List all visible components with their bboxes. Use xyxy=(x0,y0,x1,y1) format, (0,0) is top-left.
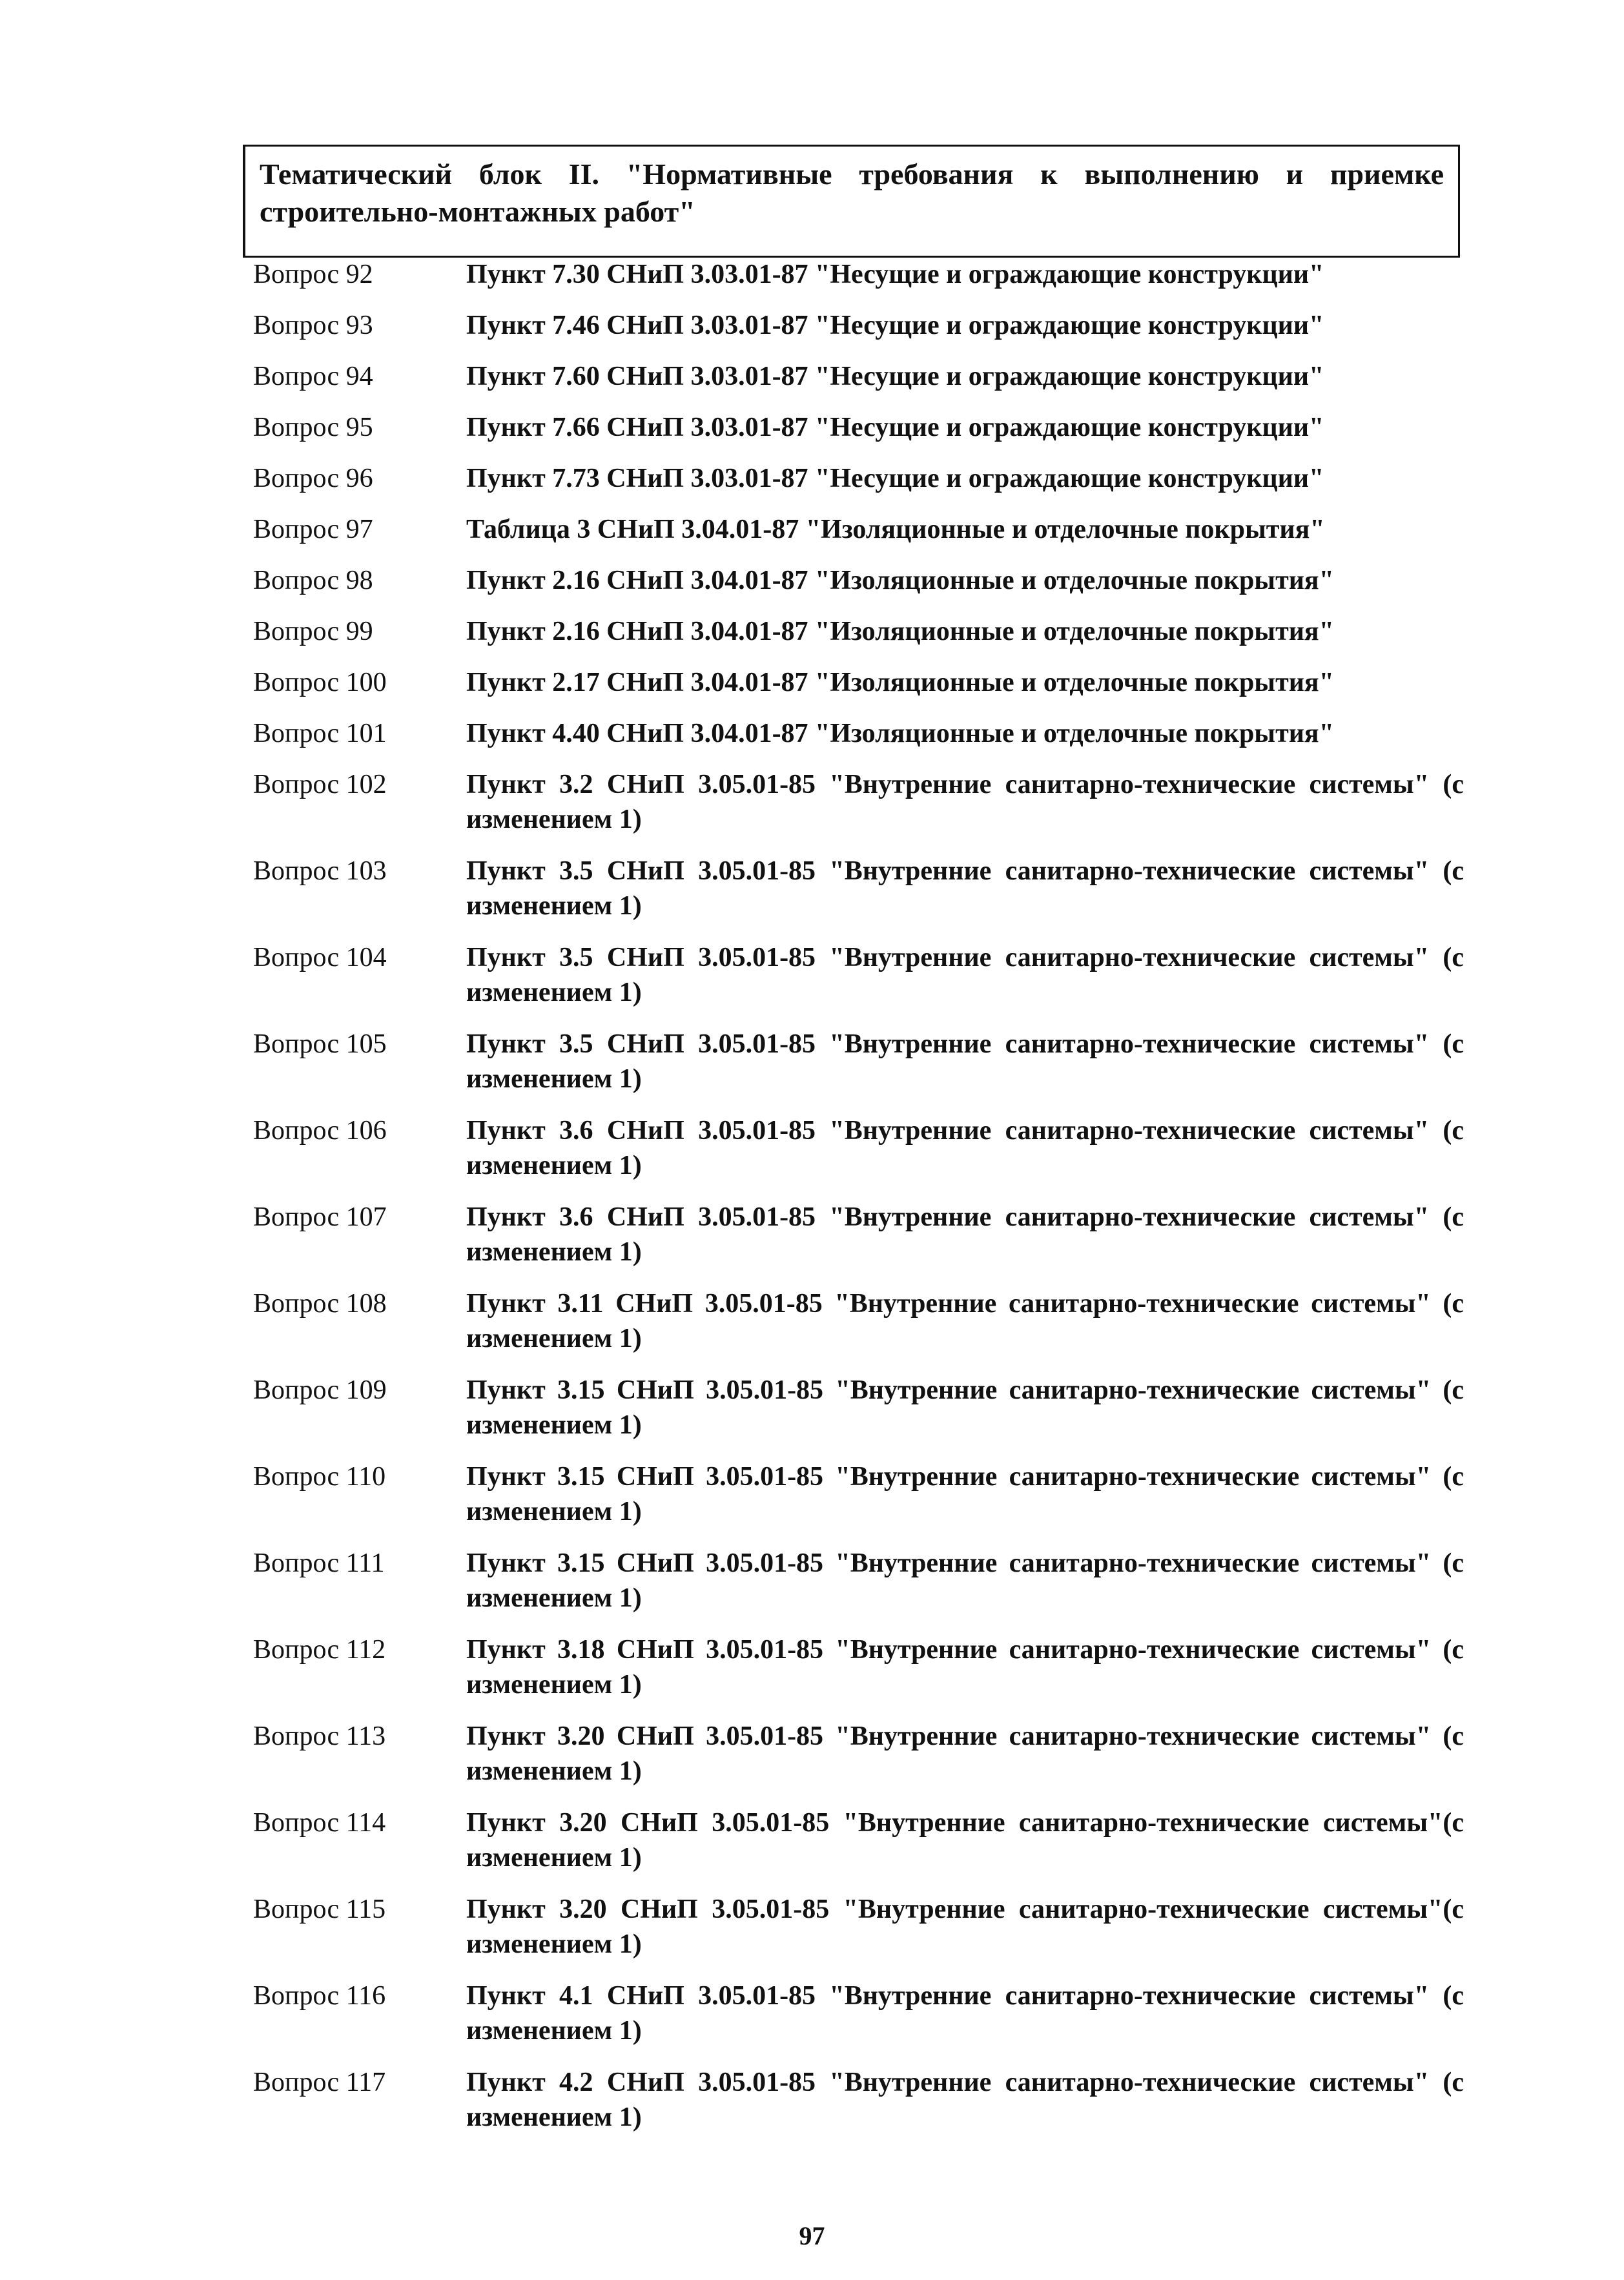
question-reference: Пункт 7.73 СНиП 3.03.01-87 "Несущие и ограждающие конструкции" xyxy=(466,464,1324,493)
question-label: Вопрос 101 xyxy=(253,719,387,748)
question-label: Вопрос 98 xyxy=(253,566,373,595)
question-reference: Пункт 3.20 СНиП 3.05.01-85 "Внутренние санитарно-технические системы" (с изменением 1) xyxy=(466,1721,1464,1786)
question-label: Вопрос 108 xyxy=(253,1289,387,1319)
list-item xyxy=(253,257,1474,294)
list-item xyxy=(253,1200,1474,1272)
question-reference: Пункт 3.15 СНиП 3.05.01-85 "Внутренние санитарно-технические системы" (с изменением 1) xyxy=(466,1548,1464,1613)
list-item xyxy=(253,2065,1474,2137)
list-item xyxy=(253,1805,1474,1878)
section-title: Тематический блок II. "Нормативные требования к выполнению и приемке строительно-монтажных работ" xyxy=(260,158,1444,228)
list-item xyxy=(253,359,1474,396)
list-item xyxy=(253,512,1474,549)
question-reference: Пункт 2.16 СНиП 3.04.01-87 "Изоляционные и отделочные покрытия" xyxy=(466,617,1334,646)
question-label: Вопрос 92 xyxy=(253,260,373,289)
question-label: Вопрос 99 xyxy=(253,617,373,646)
list-item xyxy=(253,563,1474,600)
question-label: Вопрос 103 xyxy=(253,856,387,886)
question-reference: Пункт 2.16 СНиП 3.04.01-87 "Изоляционные и отделочные покрытия" xyxy=(466,566,1334,595)
question-reference: Пункт 4.40 СНиП 3.04.01-87 "Изоляционные и отделочные покрытия" xyxy=(466,719,1334,748)
question-reference: Пункт 3.20 СНиП 3.05.01-85 "Внутренние санитарно-технические системы"(с изменением 1) xyxy=(466,1808,1464,1873)
list-item xyxy=(253,1459,1474,1532)
question-label: Вопрос 117 xyxy=(253,2068,386,2097)
list-item xyxy=(253,1632,1474,1705)
question-reference: Пункт 3.5 СНиП 3.05.01-85 "Внутренние санитарно-технические системы" (с изменением 1) xyxy=(466,856,1464,921)
question-list xyxy=(253,257,1474,2152)
list-item xyxy=(253,767,1474,839)
list-item xyxy=(253,854,1474,926)
question-label: Вопрос 114 xyxy=(253,1808,386,1838)
question-label: Вопрос 102 xyxy=(253,770,387,799)
question-reference: Пункт 3.20 СНиП 3.05.01-85 "Внутренние санитарно-технические системы"(с изменением 1) xyxy=(466,1895,1464,1959)
question-reference: Пункт 3.11 СНиП 3.05.01-85 "Внутренние санитарно-технические системы" (с изменением 1) xyxy=(466,1289,1464,1353)
question-label: Вопрос 110 xyxy=(253,1462,386,1492)
question-label: Вопрос 95 xyxy=(253,413,373,442)
question-label: Вопрос 96 xyxy=(253,464,373,493)
list-item xyxy=(253,940,1474,1012)
question-reference: Пункт 3.5 СНиП 3.05.01-85 "Внутренние санитарно-технические системы" (с изменением 1) xyxy=(466,1029,1464,1094)
question-label: Вопрос 109 xyxy=(253,1375,387,1405)
question-reference: Пункт 3.15 СНиП 3.05.01-85 "Внутренние санитарно-технические системы" (с изменением 1) xyxy=(466,1462,1464,1526)
list-item xyxy=(253,716,1474,753)
question-reference: Пункт 3.2 СНиП 3.05.01-85 "Внутренние санитарно-технические системы" (с изменением 1) xyxy=(466,770,1464,834)
question-label: Вопрос 97 xyxy=(253,515,373,544)
question-reference: Пункт 3.18 СНиП 3.05.01-85 "Внутренние санитарно-технические системы" (с изменением 1) xyxy=(466,1635,1464,1700)
question-label: Вопрос 113 xyxy=(253,1721,386,1751)
list-item xyxy=(253,410,1474,447)
list-item xyxy=(253,1978,1474,2051)
question-reference: Пункт 3.15 СНиП 3.05.01-85 "Внутренние санитарно-технические системы" (с изменением 1) xyxy=(466,1375,1464,1440)
question-label: Вопрос 105 xyxy=(253,1029,387,1059)
question-label: Вопрос 100 xyxy=(253,668,387,697)
question-reference: Пункт 7.66 СНиП 3.03.01-87 "Несущие и ограждающие конструкции" xyxy=(466,413,1324,442)
list-item xyxy=(253,1113,1474,1186)
question-label: Вопрос 115 xyxy=(253,1895,386,1924)
question-reference: Пункт 3.6 СНиП 3.05.01-85 "Внутренние санитарно-технические системы" (с изменением 1) xyxy=(466,1202,1464,1267)
list-item xyxy=(253,1373,1474,1445)
question-reference: Пункт 4.1 СНиП 3.05.01-85 "Внутренние санитарно-технические системы" (с изменением 1) xyxy=(466,1981,1464,2046)
question-label: Вопрос 116 xyxy=(253,1981,386,2011)
question-reference: Пункт 2.17 СНиП 3.04.01-87 "Изоляционные и отделочные покрытия" xyxy=(466,668,1334,697)
question-label: Вопрос 111 xyxy=(253,1548,385,1578)
list-item xyxy=(253,461,1474,498)
list-item xyxy=(253,1027,1474,1099)
list-item xyxy=(253,1546,1474,1618)
question-label: Вопрос 104 xyxy=(253,943,387,972)
question-reference: Пункт 7.60 СНиП 3.03.01-87 "Несущие и ограждающие конструкции" xyxy=(466,362,1324,391)
question-label: Вопрос 93 xyxy=(253,311,373,340)
question-reference: Пункт 4.2 СНиП 3.05.01-85 "Внутренние санитарно-технические системы" (с изменением 1) xyxy=(466,2068,1464,2132)
list-item xyxy=(253,614,1474,651)
page-number: 97 xyxy=(799,2221,825,2250)
list-item xyxy=(253,1892,1474,1964)
question-label: Вопрос 107 xyxy=(253,1202,387,1232)
section-header-box xyxy=(243,145,1460,258)
question-label: Вопрос 112 xyxy=(253,1635,386,1665)
question-reference: Пункт 7.46 СНиП 3.03.01-87 "Несущие и ограждающие конструкции" xyxy=(466,311,1324,340)
question-reference: Пункт 3.6 СНиП 3.05.01-85 "Внутренние санитарно-технические системы" (с изменением 1) xyxy=(466,1116,1464,1180)
question-reference: Пункт 3.5 СНиП 3.05.01-85 "Внутренние санитарно-технические системы" (с изменением 1) xyxy=(466,943,1464,1007)
list-item xyxy=(253,308,1474,345)
list-item xyxy=(253,665,1474,702)
question-reference: Пункт 7.30 СНиП 3.03.01-87 "Несущие и ограждающие конструкции" xyxy=(466,260,1324,289)
question-reference: Таблица 3 СНиП 3.04.01-87 "Изоляционные и отделочные покрытия" xyxy=(466,515,1325,544)
question-label: Вопрос 106 xyxy=(253,1116,387,1145)
list-item xyxy=(253,1286,1474,1359)
question-label: Вопрос 94 xyxy=(253,362,373,391)
list-item xyxy=(253,1719,1474,1791)
